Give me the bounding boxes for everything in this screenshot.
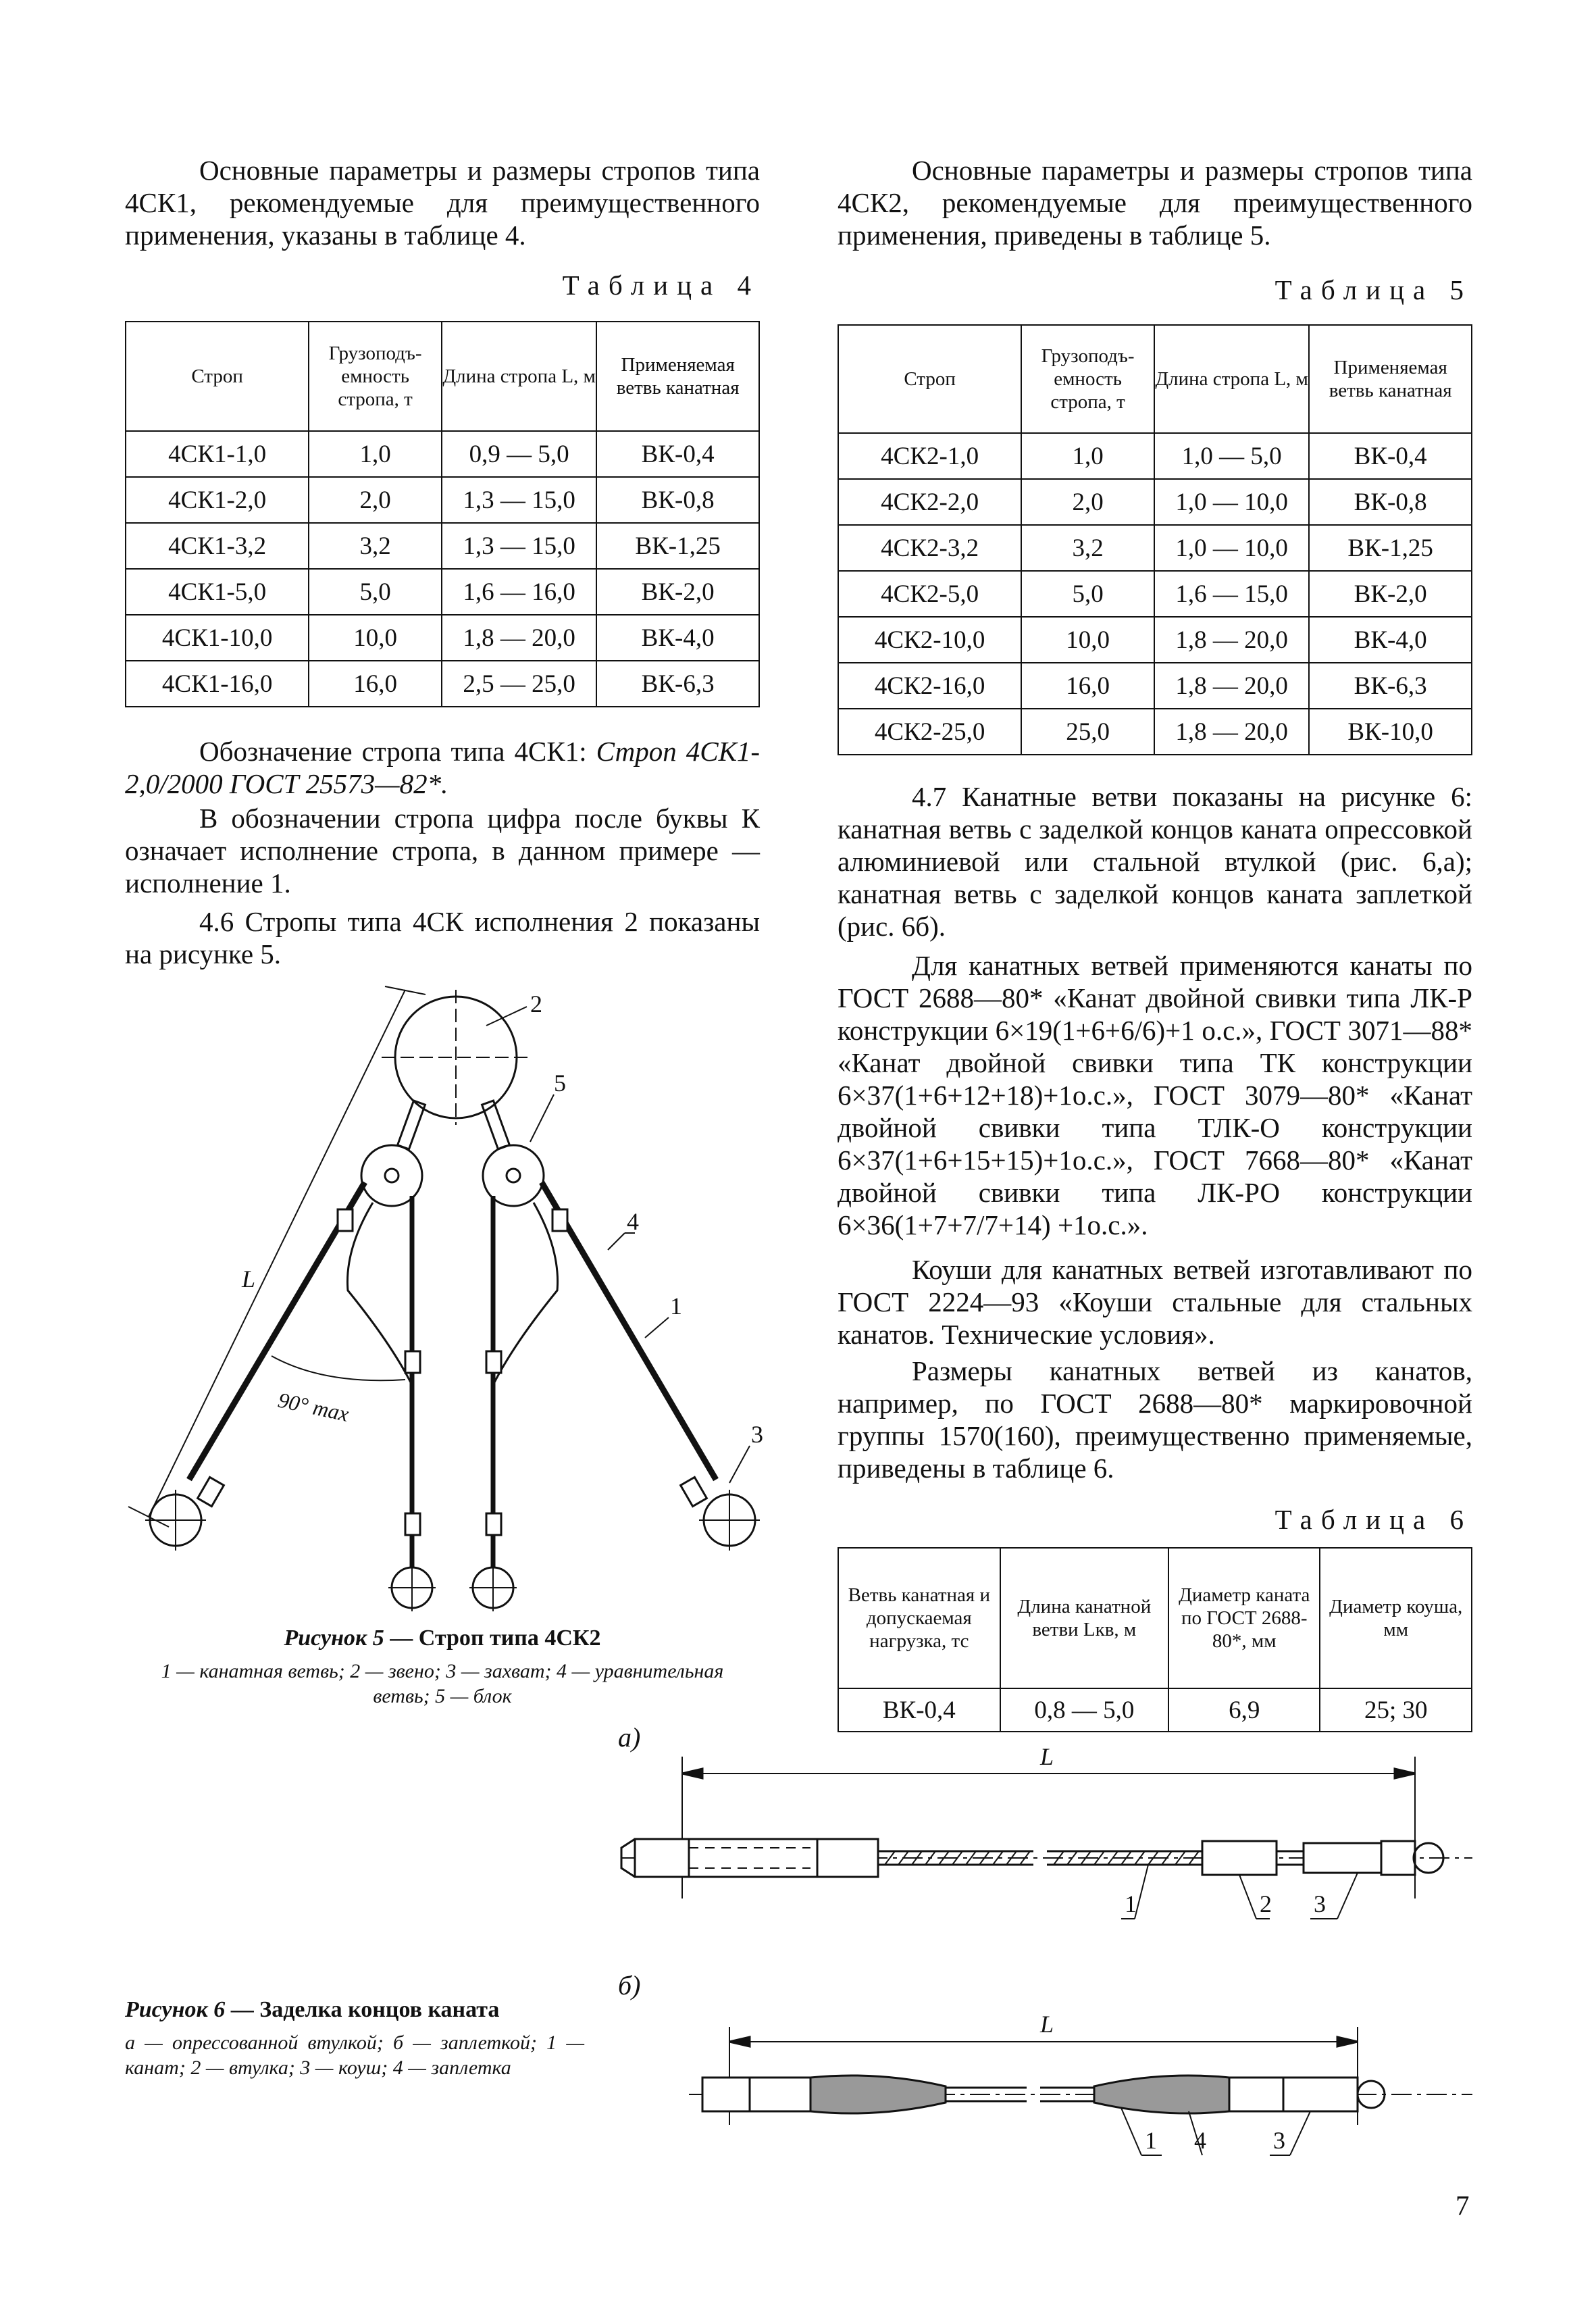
- ropes-paragraph: Для канатных ветвей применяются канаты по ГОСТ 2688—80* «Канат двойной свивки типа ЛК-Р конструкции 6×19(1+6+6/6)+1 о.с.», ГОСТ 3071—88* «Канат двойной свивки типа ТК конструкции 6×37(1+6+12+18)+1о.с.», ГОСТ 3079—80* «Канат двойной свивки типа ТЛК-О конструкции 6×37(1+6+15+15)+1о.с.», ГОСТ 7668—80* «Канат двойной свивки типа ЛК-РО конструкции 6×36(1+7+7/7+14) +1о.с.».: [838, 950, 1472, 1240]
- table-cell: 5,0: [309, 569, 442, 615]
- table6-caption: Таблица 6: [1275, 1504, 1472, 1535]
- table4-header: Длина стропа L, м: [442, 322, 596, 431]
- table-cell: ВК-0,8: [1309, 479, 1472, 525]
- designation: Обозначение стропа типа 4СК1: Строп 4СК1-2,0/2000 ГОСТ 25573—82*.: [125, 736, 761, 799]
- table-cell: ВК-4,0: [596, 615, 759, 661]
- table-cell: 6,9: [1168, 1688, 1320, 1732]
- table-cell: ВК-0,4: [838, 1688, 1000, 1732]
- note-paragraph: В обозначении стропа цифра после буквы К означает исполнение стропа, в данном примере — исполнение 1.: [125, 803, 760, 899]
- table-cell: 3,2: [1021, 525, 1154, 571]
- table-row: [838, 479, 1472, 525]
- table6-header: Диаметр коуша, мм: [1320, 1548, 1472, 1688]
- table-cell: 4СК2-10,0: [838, 617, 1021, 663]
- table-cell: 5,0: [1021, 571, 1154, 617]
- table4-caption: Таблица 4: [562, 270, 760, 301]
- table-cell: 1,0: [309, 431, 442, 477]
- fig6a-label-1: 1: [1125, 1890, 1137, 1917]
- table5-header: Длина стропа L, м: [1154, 325, 1309, 433]
- table-row: [126, 523, 759, 569]
- table4-header: Грузоподъ-емность стропа, т: [309, 322, 442, 431]
- table-cell: ВК-4,0: [1309, 617, 1472, 663]
- table-cell: 1,0: [1021, 433, 1154, 479]
- figure5-legend: 1 — канатная ветвь; 2 — звено; 3 — захват; 4 — уравнительная ветвь; 5 — блок: [161, 1660, 724, 1707]
- table6-header: Диаметр каната по ГОСТ 2688-80*, мм: [1168, 1548, 1320, 1688]
- table-row: [838, 663, 1472, 709]
- table-cell: 1,8 — 20,0: [1154, 709, 1309, 755]
- fig6a-label-3: 3: [1314, 1890, 1326, 1917]
- table-cell: ВК-1,25: [596, 523, 759, 569]
- table-cell: 1,6 — 16,0: [442, 569, 596, 615]
- table-cell: ВК-0,4: [1309, 433, 1472, 479]
- table-cell: 1,0 — 10,0: [1154, 525, 1309, 571]
- fig6-label-b: б): [618, 1970, 641, 2001]
- table-cell: 0,8 — 5,0: [1000, 1688, 1168, 1732]
- fig6b-label-1: 1: [1145, 2127, 1157, 2154]
- sizes-paragraph: Размеры канатных ветвей из канатов, например, по ГОСТ 2688—80* маркировочной группы 1570(160), преимущественно применяемые, приведены в таблице 6.: [838, 1355, 1472, 1484]
- table-cell: 4СК1-2,0: [126, 477, 309, 523]
- table-cell: 4СК2-3,2: [838, 525, 1021, 571]
- thimbles-paragraph: Коуши для канатных ветвей изготавливают по ГОСТ 2224—93 «Коуши стальные для стальных канатов. Технические условия».: [838, 1254, 1472, 1350]
- table-cell: 4СК2-2,0: [838, 479, 1021, 525]
- figure6-caption: Рисунок 6 — Заделка концов каната: [125, 1997, 500, 2022]
- figure-5-drawing: [122, 980, 770, 1621]
- table-cell: ВК-0,4: [596, 431, 759, 477]
- table-cell: ВК-2,0: [596, 569, 759, 615]
- table-cell: ВК-6,3: [596, 661, 759, 707]
- right-intro: Основные параметры и размеры стропов типа 4СК2, рекомендуемые для преимущественного применения, приведены в таблице 5.: [838, 155, 1472, 251]
- table-row: [838, 525, 1472, 571]
- fig5-angle-label: 90° max: [276, 1387, 351, 1426]
- table-cell: 16,0: [1021, 663, 1154, 709]
- table6-header: Длина канатной ветви Lкв, м: [1000, 1548, 1168, 1688]
- section-4-7: 4.7 Канатные ветви показаны на рисунке 6: канатная ветвь с заделкой концов каната опрессовкой алюминиевой или стальной втулкой (рис. 6,а); канатная ветвь с заделкой концов каната заплеткой (рис. 6б).: [838, 781, 1472, 942]
- table-row: [838, 617, 1472, 663]
- table5-header: Грузоподъ-емность стропа, т: [1021, 325, 1154, 433]
- table-6: [838, 1547, 1472, 1732]
- table-cell: 1,3 — 15,0: [442, 523, 596, 569]
- table-cell: 25; 30: [1320, 1688, 1472, 1732]
- fig6a-label-2: 2: [1260, 1890, 1272, 1917]
- table-cell: ВК-0,8: [596, 477, 759, 523]
- table-cell: ВК-6,3: [1309, 663, 1472, 709]
- table-cell: 10,0: [1021, 617, 1154, 663]
- table-cell: 16,0: [309, 661, 442, 707]
- left-intro: Основные параметры и размеры стропов типа 4СК1, рекомендуемые для преимущественного применения, указаны в таблице 4.: [125, 155, 760, 251]
- table-cell: 4СК2-5,0: [838, 571, 1021, 617]
- table6-header: Ветвь канатная и допускаемая нагрузка, тс: [838, 1548, 1000, 1688]
- table-row: [126, 569, 759, 615]
- fig6b-label-4: 4: [1194, 2127, 1206, 2154]
- table-5: [838, 324, 1472, 755]
- table-cell: 4СК1-1,0: [126, 431, 309, 477]
- table-cell: 2,5 — 25,0: [442, 661, 596, 707]
- table-cell: 10,0: [309, 615, 442, 661]
- table-row: [838, 571, 1472, 617]
- table-cell: 2,0: [1021, 479, 1154, 525]
- fig5-label-L: L: [242, 1265, 256, 1292]
- fig5-label-4: 4: [627, 1208, 639, 1235]
- fig5-label-3: 3: [751, 1421, 763, 1448]
- table-row: [126, 477, 759, 523]
- fig6a-L: L: [1040, 1743, 1054, 1770]
- table-cell: 1,8 — 20,0: [442, 615, 596, 661]
- table-cell: 25,0: [1021, 709, 1154, 755]
- table-row: [838, 1688, 1472, 1732]
- table4-header: Применяемая ветвь канатная: [596, 322, 759, 431]
- table-cell: 1,8 — 20,0: [1154, 663, 1309, 709]
- table-row: [126, 431, 759, 477]
- fig5-label-2: 2: [530, 990, 542, 1017]
- figure6-legend: а — опрессованной втулкой; б — заплеткой; 1 — канат; 2 — втулка; 3 — коуш; 4 — заплетка: [125, 2032, 584, 2079]
- table4-header: Строп: [126, 322, 309, 431]
- fig6b-label-3: 3: [1273, 2127, 1285, 2154]
- table-cell: 4СК2-1,0: [838, 433, 1021, 479]
- table-row: [126, 661, 759, 707]
- table-cell: 1,3 — 15,0: [442, 477, 596, 523]
- fig6-label-a: а): [618, 1722, 641, 1753]
- table-4: [125, 321, 760, 707]
- table-cell: 1,0 — 10,0: [1154, 479, 1309, 525]
- section-4-6: 4.6 Стропы типа 4СК исполнения 2 показаны на рисунке 5.: [125, 906, 760, 970]
- table-cell: 4СК2-16,0: [838, 663, 1021, 709]
- fig5-label-1: 1: [670, 1292, 682, 1319]
- table-cell: ВК-1,25: [1309, 525, 1472, 571]
- table-cell: 3,2: [309, 523, 442, 569]
- figure-6-drawing: [608, 1730, 1486, 2189]
- table-cell: 4СК1-5,0: [126, 569, 309, 615]
- table-cell: 1,6 — 15,0: [1154, 571, 1309, 617]
- page-number: 7: [1456, 2190, 1470, 2221]
- table5-caption: Таблица 5: [1275, 274, 1472, 305]
- figure5-caption: Рисунок 5 — Строп типа 4СК2: [284, 1626, 601, 1651]
- table-cell: 1,8 — 20,0: [1154, 617, 1309, 663]
- table-cell: 4СК2-25,0: [838, 709, 1021, 755]
- fig6b-L: L: [1040, 2011, 1054, 2038]
- table-cell: 1,0 — 5,0: [1154, 433, 1309, 479]
- table-cell: 4СК1-10,0: [126, 615, 309, 661]
- table-row: [126, 615, 759, 661]
- fig5-label-5: 5: [554, 1070, 566, 1097]
- table-row: [838, 433, 1472, 479]
- table-cell: 2,0: [309, 477, 442, 523]
- table5-header: Строп: [838, 325, 1021, 433]
- table-cell: 0,9 — 5,0: [442, 431, 596, 477]
- table-row: [838, 709, 1472, 755]
- table-cell: 4СК1-16,0: [126, 661, 309, 707]
- table5-header: Применяемая ветвь канатная: [1309, 325, 1472, 433]
- table-cell: 4СК1-3,2: [126, 523, 309, 569]
- table-cell: ВК-10,0: [1309, 709, 1472, 755]
- table-cell: ВК-2,0: [1309, 571, 1472, 617]
